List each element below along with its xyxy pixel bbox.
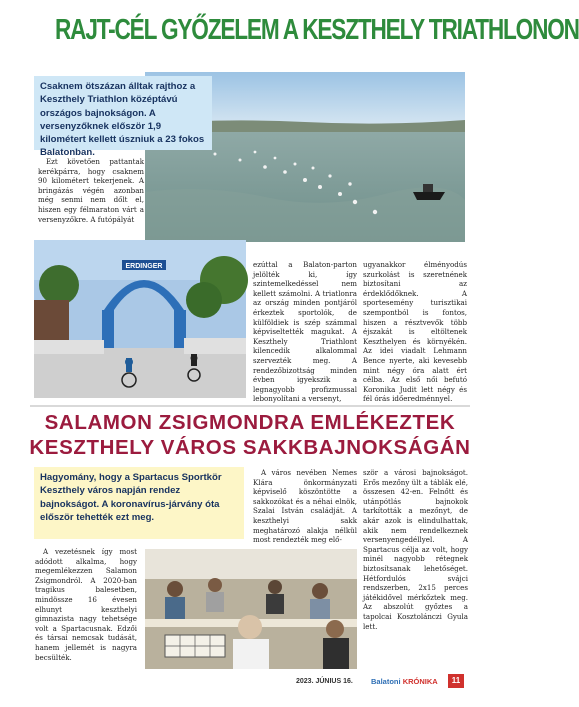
article2-headline-line1: SALAMON ZSIGMONDRA EMLÉKEZTEK <box>44 411 456 434</box>
finish-line-photo <box>34 240 246 398</box>
article2-col2-text: A város nevében Nemes Klára önkormányzati képviselő köszöntötte a sakkozókat és a néhai elnök, Szalai István családját. A keszthelyi sakk meghatározó alakja nélkül most rendezték meg elő- <box>253 468 357 545</box>
article2-col3 <box>363 468 468 631</box>
article2-col1-text: A vezetésnek így most adódott alkalma, hogy megemlékezzen Salamon Zsigmondról. A 2020-ban tragikus balesetben, mindössze 16 évesen elhunyt keszthelyi gimnazista nagy tehetsége volt a Spartacusnak. Edzői és társai nemcsak tudását, hanem jellemét is nagyra becsülték. <box>35 547 137 662</box>
article1-col3 <box>363 260 467 404</box>
chess-scene-image <box>145 549 357 669</box>
footer-brand-prefix: Balatoni <box>371 677 401 686</box>
footer-brand-name: KRÓNIKA <box>402 677 438 686</box>
article1-col3-text: ugyanakkor élményodús szurkolást is szeretnének biztosítani az érdeklődőknek. A sportesemény turisztikai szempontból is fontos, hiszen a résztvevők több éjszakát is eltöltenek Keszthelyen és környékén. Az idei viadalt Lehmann Bence nyerte, aki kevesebb mint négy óra alatt ért célba. Az első női befutó Koronika Judit lett négy és fél órás időeredménnyel. <box>363 260 467 404</box>
article1-headline: RAJT-CÉL GYŐZELEM A KESZTHELY TRIATHLONON <box>55 14 579 46</box>
article1-lead: Csaknem ötszázan álltak rajthoz a Keszthely Triathlon középtávú országos bajnokságon. A versenyzőknek először 1,9 kilométert kellett úszniuk a 23 fokos Balatonban. <box>34 76 212 150</box>
finish-banner-text: ERDINGER <box>125 263 163 270</box>
article1-col1 <box>38 157 144 224</box>
article2-lead: Hagyomány, hogy a Spartacus Sportkör Keszthely város napján rendez bajnokságot. A koronavírus-járvány óta először tehették ezt meg. <box>34 467 244 539</box>
article-separator <box>30 405 470 407</box>
article1-col2-text: ezúttal a Balaton-parton jelölték ki, így szintemelkedéssel nem kellett számolni. A triatlonra az ország minden pontjáról érkeztek sportolók, de külföldiek is szép számmal képviseltették magukat. A Keszthely Triathlont kilencedik alkalommal szervezték meg. A rendezőbizottság minden évben igyekszik a legnagyobb profizmussal lebonyolítani a versenyt, <box>253 260 357 404</box>
footer-brand <box>371 677 438 686</box>
article2-col2 <box>253 468 357 545</box>
article2-col1 <box>35 547 137 662</box>
footer-date: 2023. JÚNIUS 16. <box>296 678 353 685</box>
finish-scene-image <box>34 240 246 398</box>
page-number-badge <box>448 674 464 688</box>
article2-col3-text: ször a városi bajnokságot. Erős mezőny ült a táblák elé, összesen 42-en. Felnőtt és utánpótlás bajnokok tarkították a mezőnyt, de akár azok is elindulhattak, akik nem rendelkeznek versenyengedéllyel. A Spartacus célja az volt, hogy minél nagyobb rétegnek biztosítsanak lehetőséget. Hétfordulós svájci rendszerben, 2x15 perces játékidővel mérkőztek meg. Az abszolút győztes a tapolcai Kosztolánczi Gyula lett. <box>363 468 468 631</box>
article2-headline-line2: KESZTHELY VÁROS SAKKBAJNOKSÁGÁN <box>29 436 471 459</box>
chessboard-icon <box>165 635 225 657</box>
page-number: 11 <box>451 676 461 685</box>
chess-tournament-photo <box>145 549 357 669</box>
article1-col2 <box>253 260 357 404</box>
article1-col1-text: Ezt követően pattantak kerékpárra, hogy csaknem 90 kilométert tekerjenek. A bringázás végén azonban még senmi nem dőlt el, hiszen egy félmaraton várt a versenyzőkre. A futópályát <box>38 157 144 224</box>
